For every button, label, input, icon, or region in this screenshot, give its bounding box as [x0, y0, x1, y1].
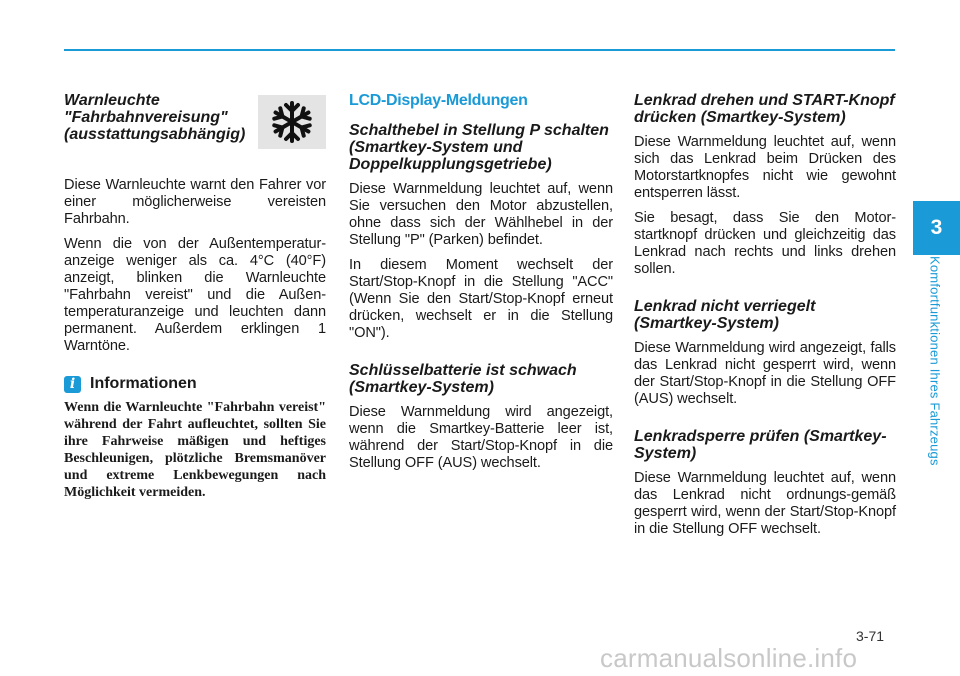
- info-header: [64, 375, 326, 393]
- paragraph: Diese Warnmeldung leuchtet auf, wenn Sie versuchen den Motor abzustellen, ohne dass sich der Wählhebel in der Stellung "P" (Parken) befindet.: [349, 181, 613, 248]
- paragraph: Sie besagt, dass Sie den Motor-startknopf drücken und gleichzeitig das Lenkrad nach rechts und links drehen sollen.: [634, 210, 896, 277]
- page-number: 3-71: [856, 628, 885, 644]
- paragraph: Diese Warnmeldung leuchtet auf, wenn das Lenkrad nicht ordnungs-gemäß gesperrt wird, wenn der Start/Stop-Knopf in die Stellung OFF wechselt.: [634, 470, 896, 537]
- section: [634, 92, 896, 278]
- paragraph: Diese Warnleuchte warnt den Fahrer vor einer möglicherweise vereisten Fahrbahn.: [64, 177, 326, 227]
- paragraph: Diese Warnmeldung leuchtet auf, wenn sich das Lenkrad beim Drücken des Motorstartknopfes nicht wie gewohnt entsperren lässt.: [634, 134, 896, 201]
- chapter-title: Komfortfunktionen Ihres Fahrzeugs: [927, 256, 943, 466]
- watermark: carmanualsonline.info: [600, 643, 858, 673]
- top-rule: [64, 49, 895, 51]
- column-2: [349, 92, 613, 492]
- section: [349, 362, 613, 472]
- chapter-tab: 3: [913, 201, 960, 255]
- message-title: Schlüsselbatterie ist schwach (Smartkey-System): [349, 362, 577, 396]
- message-title: Lenkradsperre prüfen (Smartkey-System): [634, 428, 887, 462]
- column-3: [634, 92, 896, 558]
- section-title: LCD-Display-Meldungen: [349, 92, 528, 109]
- section: [634, 298, 896, 408]
- message-title: Lenkrad nicht verriegelt (Smartkey-System): [634, 298, 816, 332]
- message-title: Lenkrad drehen und START-Knopf drücken (Smartkey-System): [634, 92, 895, 126]
- paragraph: In diesem Moment wechselt der Start/Stop-Knopf in die Stellung "ACC" (Wenn Sie den Start/Stop-Knopf erneut drücken, wechselt er in die Stellung "ON").: [349, 257, 613, 341]
- message-title: Schalthebel in Stellung P schalten (Smartkey-System und Doppelkupplungsgetriebe): [349, 122, 609, 173]
- section: [634, 428, 896, 538]
- column-1: [64, 92, 326, 501]
- info-text: Wenn die Warnleuchte "Fahrbahn vereist" während der Fahrt aufleuchtet, sollten Sie ihre Fahrweise mäßigen und heftiges Beschleunigen, plötzliche Bremsmanöver und extreme Lenkbewegungen nach Möglichkeit vermeiden.: [64, 400, 326, 500]
- info-icon: i: [64, 376, 81, 393]
- info-title: Informationen: [90, 375, 197, 392]
- warning-header: [64, 92, 326, 149]
- warning-title: Warnleuchte "Fahrbahnvereisung" (ausstattungsabhängig): [64, 92, 246, 143]
- snowflake-icon: [258, 95, 326, 149]
- paragraph: Wenn die von der Außentemperatur-anzeige weniger als ca. 4°C (40°F) anzeigt, blinken die Warnleuchte "Fahrbahn vereist" und die Außen-temperaturanzeige und leuchten dann permanent. Außerdem erklingen 1 Warntöne.: [64, 236, 326, 354]
- paragraph: Diese Warnmeldung wird angezeigt, falls das Lenkrad nicht gesperrt wird, wenn der Start/Stop-Knopf in die Stellung OFF (AUS) wechselt.: [634, 340, 896, 407]
- paragraph: Diese Warnmeldung wird angezeigt, wenn die Smartkey-Batterie leer ist, während der Start/Stop-Knopf in die Stellung OFF (AUS) wechselt.: [349, 404, 613, 471]
- section: [349, 122, 613, 342]
